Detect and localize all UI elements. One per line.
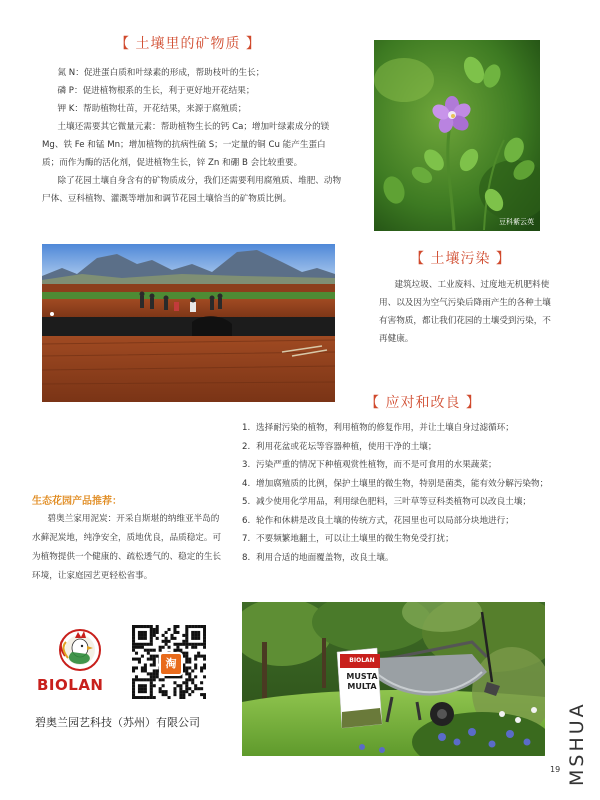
minerals-paragraph: 钾 K：帮助植物壮苗，开花结果，来源于腐殖质； [57, 104, 247, 114]
milk-vetch-photo [374, 40, 540, 231]
minerals-paragraph: 除了花园土壤自身含有的矿物质成分，我们还需要利用腐殖质、堆肥、动物尸体、豆科植物、灌溉等增加和调节花园土壤恰当的矿物质比例。 [42, 176, 342, 204]
rooster-emblem-icon [35, 628, 125, 674]
recommend-text [32, 510, 226, 586]
minerals-paragraph: 磷 P：促进植物根系的生长，利于更好地开花结果； [57, 86, 255, 96]
bag-label-line: MULTA [347, 682, 377, 691]
bag-brand: BIOLAN [349, 657, 375, 664]
qr-code[interactable] [132, 625, 206, 699]
minerals-paragraph: 氮 N：促进蛋白质和叶绿素的形成，帮助枝叶的生长； [57, 68, 265, 78]
list-item: 7. 不要频繁地翻土，可以让土壤里的微生物免受打扰； [242, 534, 454, 544]
minerals-text [42, 64, 342, 208]
field-image [42, 244, 335, 402]
pollution-heading: 【 土壤污染 】 [410, 251, 511, 267]
recommend-paragraph: 碧奥兰家用泥炭：开采自斯堪的纳维亚半岛的水藓泥炭地，纯净安全，质地优良，品质稳定。可为植物提供一个健康的、疏松透气的、稳定的生长环境，让家庭园艺更轻松省事。 [32, 514, 222, 581]
remedy-list [242, 419, 554, 567]
pollution-text [379, 276, 551, 348]
taobao-badge-icon: 淘 [159, 652, 183, 676]
list-item: 1. 选择耐污染的植物，利用植物的修复作用，并让土壤自身过滤循环； [242, 423, 514, 433]
photo-caption: 豆科紫云英 [499, 218, 534, 226]
recommend-title: 生态花园产品推荐： [32, 496, 122, 507]
list-item: 8. 利用合适的地面覆盖物，改良土壤。 [242, 552, 394, 563]
field-photo [42, 244, 335, 402]
list-item: 5. 减少使用化学用品，利用绿色肥料，三叶草等豆科类植物可以改良土壤； [242, 497, 532, 507]
page-number: 19 [550, 765, 561, 774]
bag-label [342, 672, 382, 692]
list-item: 4. 增加腐殖质的比例，保护土壤里的微生物，特别是菌类，能有效分解污染物； [242, 478, 549, 489]
flower-image [374, 40, 540, 231]
pollution-paragraph: 建筑垃圾、工业废料、过度地无机肥料使用、以及因为空气污染后降雨产生的各种土壤有害物质，都让我们花园的土壤受到污染，不再健康。 [379, 280, 551, 344]
minerals-heading: 【 土壤里的矿物质 】 [115, 36, 261, 52]
minerals-paragraph: 土壤还需要其它微量元素：帮助植物生长的钙 Ca；增加叶绿素成分的镁 Mg、铁 Fe 和锰 Mn；增加植物的抗病性硫 S；一定量的铜 Cu 能产生蛋白质；而作为酶的活化剂，促进植物生长，锌 Zn 和硼 B 会比较重要。 [42, 122, 330, 168]
side-brand: MSHUA [566, 701, 588, 786]
company-name: 碧奥兰园艺科技（苏州）有限公司 [35, 716, 200, 729]
remedy-heading: 【 应对和改良 】 [365, 395, 481, 411]
biolan-wordmark: BIOLAN [37, 676, 104, 694]
biolan-logo [35, 628, 125, 698]
list-item: 2. 利用花盆或花坛等容器种植，使用干净的土壤； [242, 441, 437, 452]
bag-label-line: MUSTA [346, 672, 378, 681]
garden-image [242, 602, 545, 756]
list-item: 3. 污染严重的情况下种植观赏性植物，而不是可食用的水果蔬菜； [242, 460, 497, 470]
list-item: 6. 轮作和休耕是改良土壤的传统方式，花园里也可以局部分块地进行； [242, 515, 514, 526]
garden-photo [242, 602, 545, 756]
